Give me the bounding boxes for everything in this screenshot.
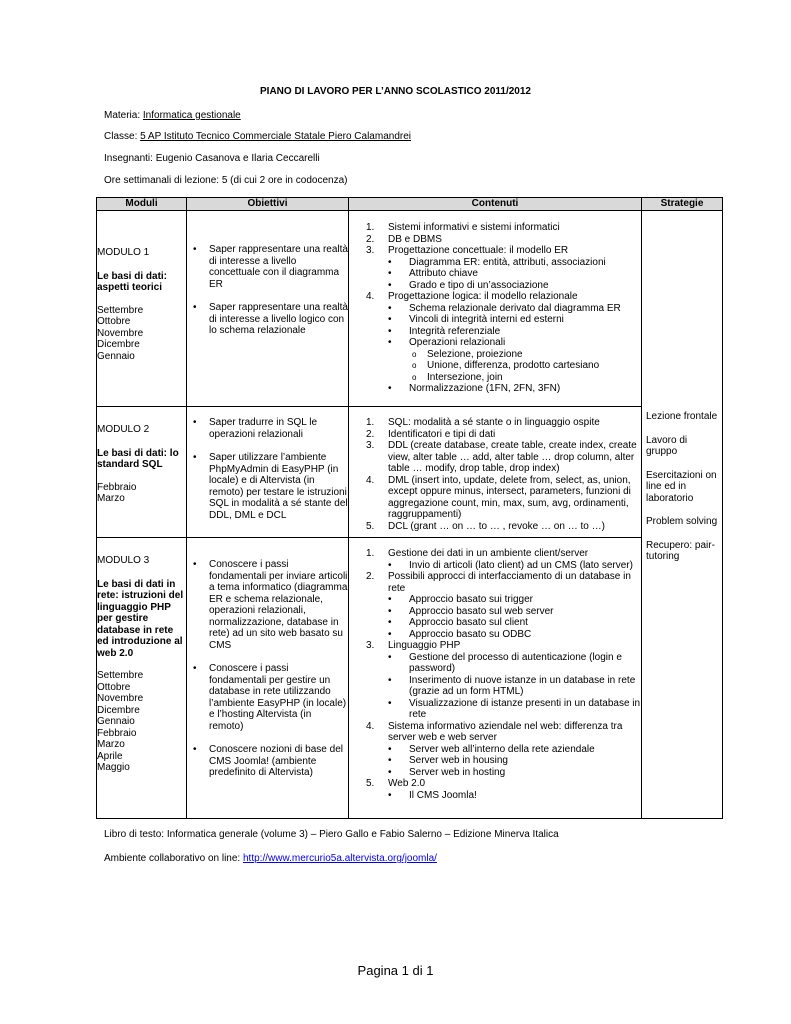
content-item: 3. Linguaggio PHP • Gestione del processo di autenticazione (login e password) • Inserimento di nuove istanze in un database in rete (grazie ad un form HTML) • Visualizzazione di istanze presenti in un database in rete — [349, 640, 641, 721]
header-moduli: Moduli — [97, 198, 187, 211]
module-2-subtitle: Le basi di dati: lo standard SQL — [97, 447, 179, 470]
content-item: 3. Progettazione concettuale: il modello ER • Diagramma ER: entità, attributi, associazioni • Attributo chiave • Grado e tipo di un’associazione — [349, 245, 641, 291]
strategy-item: Recupero: pair-tutoring — [646, 539, 715, 562]
classe-value: 5 AP Istituto Tecnico Commerciale Statale Piero Calamandrei — [140, 131, 411, 142]
module-3-name: MODULO 3 — [97, 555, 150, 566]
objective-item: • Saper utilizzare l’ambiente PhpMyAdmin di EasyPHP (in locale) e di Altervista (in remoto) per testare le istruzioni SQL in modalità a sé stante del DDL, DML e DCL — [187, 452, 348, 521]
month: Settembre — [97, 304, 144, 316]
objective-item: • Saper tradurre in SQL le operazioni relazionali — [187, 417, 348, 440]
content-item: 4. Progettazione logica: il modello relazionale • Schema relazionale derivato dal diagramma ER • Vincoli di integrità interni ed esterni • Integrità referenziale • Operazioni relazionali o Selezione, proiezione o Unione, differenza, prodotto cartesiano o Intersezione, join • Normalizzazione (1FN, 2FN, 3FN) — [349, 291, 641, 395]
content-item: 4. DML (insert into, update, delete from, select, as, union, except oppure minus, intersect, parameters, funzioni di aggregazione count, min, max, sum, avg, ordinamenti, raggruppamenti) — [366, 474, 631, 520]
table-header-row — [97, 198, 723, 211]
strategy-item: Lavoro di gruppo — [646, 434, 688, 457]
content-subitem: • Schema relazionale derivato dal diagramma ER — [388, 303, 641, 315]
table-row-module-3 — [97, 538, 723, 819]
month: Aprile — [97, 750, 123, 762]
content-subsubitem: o Unione, differenza, prodotto cartesiano — [409, 360, 641, 372]
content-subitem: • Visualizzazione di istanze presenti in un database in rete — [388, 698, 641, 721]
content-subitem: • Normalizzazione (1FN, 2FN, 3FN) — [388, 383, 641, 395]
module-1-objectives — [187, 211, 349, 407]
content-subitem: • Attributo chiave — [388, 268, 641, 280]
month: Gennaio — [97, 350, 135, 362]
header-obiettivi: Obiettivi — [187, 198, 349, 211]
classe-line — [104, 131, 411, 143]
month: Settembre — [97, 670, 144, 681]
materia-value: Informatica gestionale — [142, 110, 241, 121]
strategy-item: Esercitazioni on line ed in laboratorio — [646, 469, 717, 504]
content-subitem: • Server web in hosting — [388, 767, 641, 779]
content-subitem: • Il CMS Joomla! — [388, 790, 641, 802]
content-subitem: • Gestione del processo di autenticazione (login e password) — [388, 652, 641, 675]
month: Dicembre — [97, 704, 140, 716]
header-strategie: Strategie — [642, 198, 723, 211]
module-3-subtitle: Le basi di dati in rete: istruzioni del linguaggio PHP per gestire database in rete ed introduzione al web 2.0 — [97, 578, 184, 659]
month: Marzo — [97, 493, 125, 504]
objective-item: • Conoscere i passi fondamentali per inviare articoli a tema informatico (diagramma ER e schema relazionale, operazioni relazionali, normalizzazione, database in rete) ad un sito web basato su CMS — [187, 559, 348, 651]
module-3-cell — [97, 538, 187, 819]
content-item: 1. SQL: modalità a sé stante o in linguaggio ospite — [366, 417, 600, 428]
materia-line — [104, 110, 241, 122]
content-item: 2. Possibili approcci di interfacciamento di un database in rete • Approccio basato sui trigger • Approccio basato sul web server • Approccio basato sul client • Approccio basato su ODBC — [349, 571, 641, 640]
content-item: 1. Gestione dei dati in un ambiente client/server • Invio di articoli (lato client) ad un CMS (lato server) — [349, 548, 641, 571]
collab-link[interactable]: http://www.mercurio5a.altervista.org/joomla/ — [242, 853, 437, 864]
table-row-module-2 — [97, 407, 723, 538]
module-2-cell — [97, 407, 187, 538]
content-subitem: • Inserimento di nuove istanze in un database in rete (grazie ad un form HTML) — [388, 675, 641, 698]
textbook-line: Libro di testo: Informatica generale (volume 3) – Piero Gallo e Fabio Salerno – Edizione Minerva Italica — [104, 829, 559, 840]
content-subitem: • Server web all’interno della rete aziendale — [388, 744, 641, 756]
month: Novembre — [97, 693, 144, 704]
content-subitem: • Approccio basato sul web server — [388, 606, 641, 618]
plan-table — [96, 197, 723, 819]
materia-label: Materia: — [104, 110, 143, 121]
objective-item: • Conoscere i passi fondamentali per gestire un database in rete utilizzando l’ambiente EasyPHP (in locale) e l’hosting Altervista (in remoto) — [187, 663, 348, 732]
table-row-module-1 — [97, 211, 723, 407]
content-subitem: • Invio di articoli (lato client) ad un CMS (lato server) — [388, 560, 641, 572]
header-contenuti: Contenuti — [349, 198, 642, 211]
classe-label: Classe: — [104, 131, 141, 142]
content-item: 5. Web 2.0 • Il CMS Joomla! — [349, 778, 641, 801]
strategies-cell — [642, 211, 723, 819]
objective-item: • Conoscere nozioni di base del CMS Joomla! (ambiente predefinito di Altervista) — [187, 744, 348, 779]
content-item: 3. DDL (create database, create table, create index, create view, alter table … add, alter table … drop column, alter table … modify, drop table, drop index) — [366, 440, 637, 474]
month: Gennaio — [97, 716, 135, 727]
collab-label: Ambiente collaborativo on line: — [104, 853, 243, 864]
content-subitem: • Approccio basato sul client — [388, 617, 641, 629]
content-subitem: • Approccio basato su ODBC — [388, 629, 641, 641]
module-2-months — [97, 482, 186, 505]
objective-item: • Saper rappresentare una realtà di interesse a livello concettuale con il diagramma ER — [187, 244, 348, 290]
insegnanti-line: Insegnanti: Eugenio Casanova e Ilaria Ceccarelli — [104, 153, 320, 164]
content-item: 2. Identificatori e tipi di dati — [366, 428, 496, 440]
ore-line: Ore settimanali di lezione: 5 (di cui 2 ore in codocenza) — [104, 175, 348, 186]
collab-line — [104, 853, 437, 865]
content-item: 2. DB e DBMS — [366, 233, 442, 245]
module-3-months — [97, 670, 186, 774]
module-3-objectives — [187, 538, 349, 819]
module-2-objectives — [187, 407, 349, 538]
module-1-cell — [97, 211, 187, 407]
page-number: Pagina 1 di 1 — [357, 963, 434, 978]
content-subitem: • Grado e tipo di un’associazione — [388, 280, 641, 292]
strategy-item: Lezione frontale — [646, 411, 718, 422]
content-item: 5. DCL (grant … on … to … , revoke … on … to …) — [366, 520, 605, 532]
month: Ottobre — [97, 316, 131, 327]
document-title: PIANO DI LAVORO PER L’ANNO SCOLASTICO 2011/2012 — [260, 86, 531, 97]
objective-item: • Saper rappresentare una realtà di interesse a livello logico con lo schema relazionale — [187, 302, 348, 337]
content-subitem: • Diagramma ER: entità, attributi, associazioni — [388, 257, 641, 269]
month: Novembre — [97, 327, 144, 339]
content-subsubitem: o Intersezione, join — [409, 372, 641, 384]
month: Febbraio — [97, 727, 137, 739]
content-subitem: • Server web in housing — [388, 755, 641, 767]
month: Ottobre — [97, 681, 131, 693]
strategy-item: Problem solving — [646, 516, 718, 527]
module-1-name: MODULO 1 — [97, 247, 150, 258]
module-3-contents — [349, 538, 642, 819]
content-item: 1. Sistemi informativi e sistemi informatici — [366, 222, 560, 233]
content-subitem: • Approccio basato sui trigger — [388, 594, 641, 606]
content-subitem: • Integrità referenziale — [388, 326, 641, 338]
module-1-subtitle: Le basi di dati: aspetti teorici — [97, 270, 168, 293]
content-subitem: • Operazioni relazionali o Selezione, proiezione o Unione, differenza, prodotto cartesiano o Intersezione, join — [388, 337, 641, 383]
content-subitem: • Vincoli di integrità interni ed esterni — [388, 314, 641, 326]
module-1-months — [97, 305, 186, 363]
content-subsubitem: o Selezione, proiezione — [409, 349, 641, 361]
month: Marzo — [97, 739, 125, 750]
content-item: 4. Sistema informativo aziendale nel web: differenza tra server web e web server • Server web all’interno della rete aziendale • Server web in housing • Server web in hosting — [349, 721, 641, 779]
month: Dicembre — [97, 339, 140, 350]
module-2-contents — [349, 407, 642, 538]
month: Febbraio — [97, 481, 137, 493]
module-1-contents — [349, 211, 642, 407]
module-2-name: MODULO 2 — [97, 424, 150, 435]
month: Maggio — [97, 762, 130, 773]
